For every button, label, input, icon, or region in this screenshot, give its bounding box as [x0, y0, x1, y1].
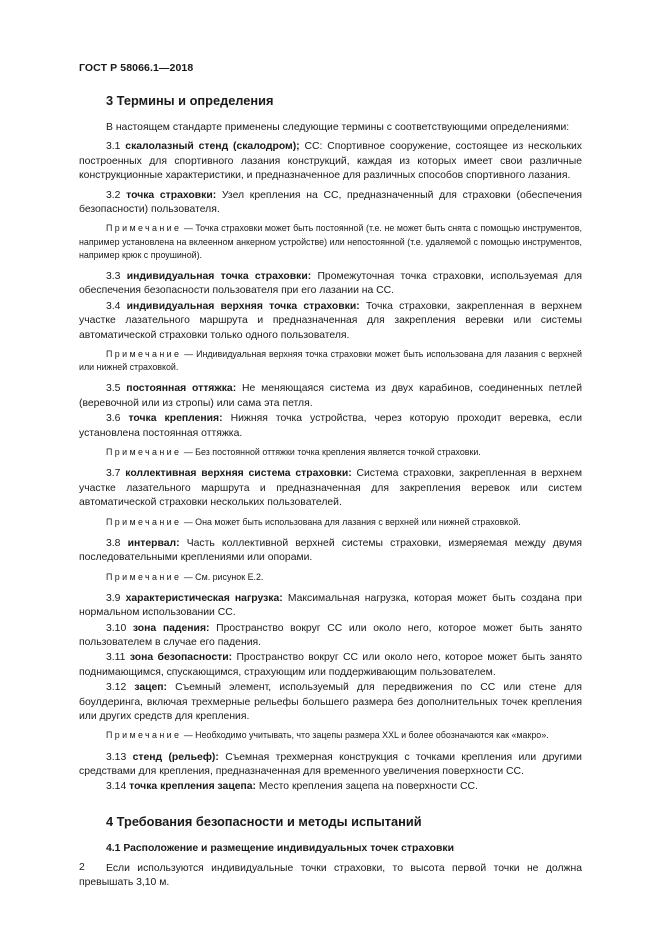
section-3-intro: В настоящем стандарте применены следующие термины с соответствующими определениями: [106, 122, 570, 133]
term-3-6: 3.6 точка крепления: Нижняя точка устройства, через которую проходит веревка, если установлена постоянная оттяжка. [79, 413, 582, 439]
term-3-4: 3.4 индивидуальная верхняя точка страховки: Точка страховки, закрепленная в верхнем участке лазательного маршрута и предназначенная для закрепления веревки или системы автоматической страховки только одного пользователя. [79, 300, 583, 341]
section-4-1-title: 4.1 Расположение и размещение индивидуальных точек страховки [106, 842, 454, 854]
term-3-8: 3.8 интервал: Часть коллективной верхней системы страховки, измеряемая между двумя последовательными креплениями или опорами. [79, 537, 583, 564]
term-3-7: 3.7 коллективная верхняя система страховки: Система страховки, закрепленная в верхнем участке лазательного маршрута и предназначенная для закрепления веревок или систем автоматической страховки нескольких пользователей. [79, 468, 582, 509]
page-number: 2 [79, 862, 85, 873]
term-3-5: 3.5 постоянная оттяжка: Не меняющаяся система из двух карабинов, соединенных петлей (веревочной или из стропы) или сама эта петля. [79, 383, 583, 409]
term-3-2: 3.2 точка страховки: Узел крепления на СС, предназначенный для страховки (обеспечения безопасности) пользователя. [79, 189, 583, 216]
term-3-1: 3.1 скалолазный стенд (скалодром); СС: Спортивное сооружение, состоящее из нескольких построенных для спортивного лазания конструкций, каждая из которых имеет свои различные конструкционные характеристики, и предназначенное для различных способов спортивного лазания. [79, 141, 582, 182]
document-body [79, 92, 582, 891]
term-3-3: 3.3 индивидуальная точка страховки: Промежуточная точка страховки, используемая для обеспечения безопасности пользователя при его лазании на СС. [79, 271, 582, 297]
term-3-12: 3.12 зацеп: Съемный элемент, используемый для передвижения по СС или стене для боулдеринга, включая трехмерные рельефы большего размера без дополнительных точек крепления или других средств для крепления. [79, 682, 583, 722]
section-4-1-text: Если используются индивидуальные точки страховки, то высота первой точки не должна превышать 3,10 м. [79, 862, 582, 889]
standard-header: ГОСТ Р 58066.1—2018 [79, 62, 194, 74]
section-3-title: 3 Термины и определения [106, 93, 274, 108]
note-3-2: Примечание — Точка страховки может быть постоянной (т.е. не может быть снята с помощью инструментов, например установлена на вклеенном анкерном устройстве) или непостоянной (т.е. удаляемой с помощью инструментов, например крюк с проушиной). [79, 223, 582, 260]
note-3-6: Примечание — Без постоянной оттяжки точка крепления является точкой страховки. [106, 447, 481, 458]
term-3-14: 3.14 точка крепления зацепа: Место крепления зацепа на поверхности СС. [106, 781, 478, 793]
note-3-7: Примечание — Она может быть использована для лазания с верхней или нижней страховкой. [106, 516, 521, 527]
section-4-title: 4 Требования безопасности и методы испытаний [106, 813, 422, 829]
term-3-11: 3.11 зона безопасности: Пространство вокруг СС или около него, которое может быть занято поднимающимся, спускающимся, страхующим или поддерживающим пользователем. [79, 652, 582, 678]
term-3-9: 3.9 характеристическая нагрузка: Максимальная нагрузка, которая может быть создана при нормальном использовании СС. [79, 592, 583, 619]
note-3-12: Примечание — Необходимо учитывать, что зацепы размера XXL и более обозначаются как «макро». [106, 730, 549, 741]
term-3-10: 3.10 зона падения: Пространство вокруг СС или около него, которое может быть занято пользователем в случае его падения. [79, 622, 582, 648]
term-3-13: 3.13 стенд (рельеф): Съемная трехмерная конструкция с точками крепления или другими средствами для крепления, предназначенная для временного увеличения поверхности СС. [79, 751, 582, 778]
note-3-8: Примечание — См. рисунок Е.2. [106, 571, 264, 582]
note-3-4: Примечание — Индивидуальная верхняя точка страховки может быть использована для лазания с верхней или нижней страховкой. [79, 349, 582, 373]
